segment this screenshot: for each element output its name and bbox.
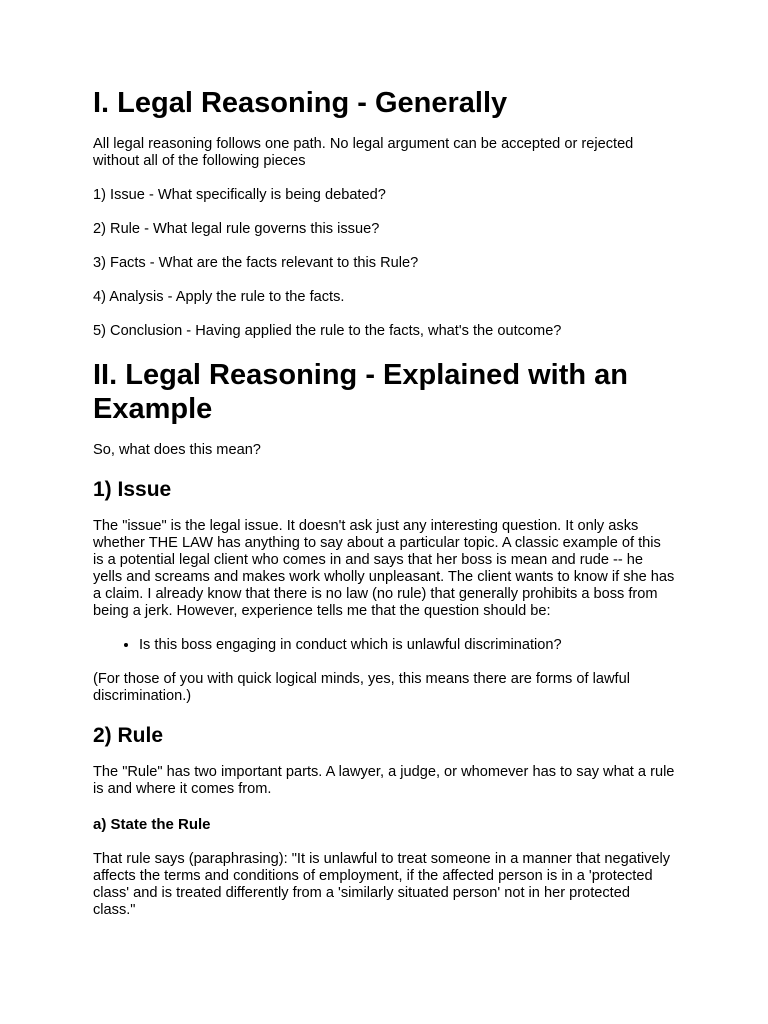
issue-question-item: • Is this boss engaging in conduct which is unlawful discrimination?	[139, 637, 675, 654]
issue-question-list	[93, 637, 675, 654]
section-1-intro: All legal reasoning follows one path. No legal argument can be accepted or rejected without all of the following pieces	[93, 136, 634, 169]
step-conclusion: 5) Conclusion - Having applied the rule to the facts, what's the outcome?	[93, 323, 562, 339]
step-facts: 3) Facts - What are the facts relevant to this Rule?	[93, 255, 419, 271]
issue-note: (For those of you with quick logical minds, yes, this means there are forms of lawful discrimination.)	[93, 671, 630, 704]
issue-body: The "issue" is the legal issue. It doesn't ask just any interesting question. It only asks whether THE LAW has anything to say about a particular topic. A classic example of this is a potential legal client who comes in and says that her boss is mean and rude -- he yells and screams and makes work wholly unpleasant. The client wants to know if she has a claim. I already know that there is no law (no rule) that generally prohibits a boss from being a jerk. However, experience tells me that the question should be:	[93, 518, 675, 619]
rule-body: The "Rule" has two important parts. A lawyer, a judge, or whomever has to say what a rule is and where it comes from.	[93, 764, 675, 797]
issue-heading: 1) Issue	[93, 478, 172, 501]
step-analysis: 4) Analysis - Apply the rule to the facts.	[93, 289, 345, 305]
step-rule: 2) Rule - What legal rule governs this issue?	[93, 221, 380, 237]
rule-heading: 2) Rule	[93, 724, 164, 747]
section-2-intro: So, what does this mean?	[93, 442, 261, 458]
section-1-title: I. Legal Reasoning - Generally	[93, 87, 508, 119]
section-2-title: II. Legal Reasoning - Explained with an Example	[93, 359, 628, 425]
step-issue: 1) Issue - What specifically is being debated?	[93, 187, 386, 203]
rule-statement: That rule says (paraphrasing): "It is unlawful to treat someone in a manner that negatively affects the terms and conditions of employment, if the affected person is in a 'protected class' and is treated differently from a 'similarly situated person' not in her protected class."	[93, 851, 671, 918]
state-rule-subheading: a) State the Rule	[93, 816, 211, 833]
